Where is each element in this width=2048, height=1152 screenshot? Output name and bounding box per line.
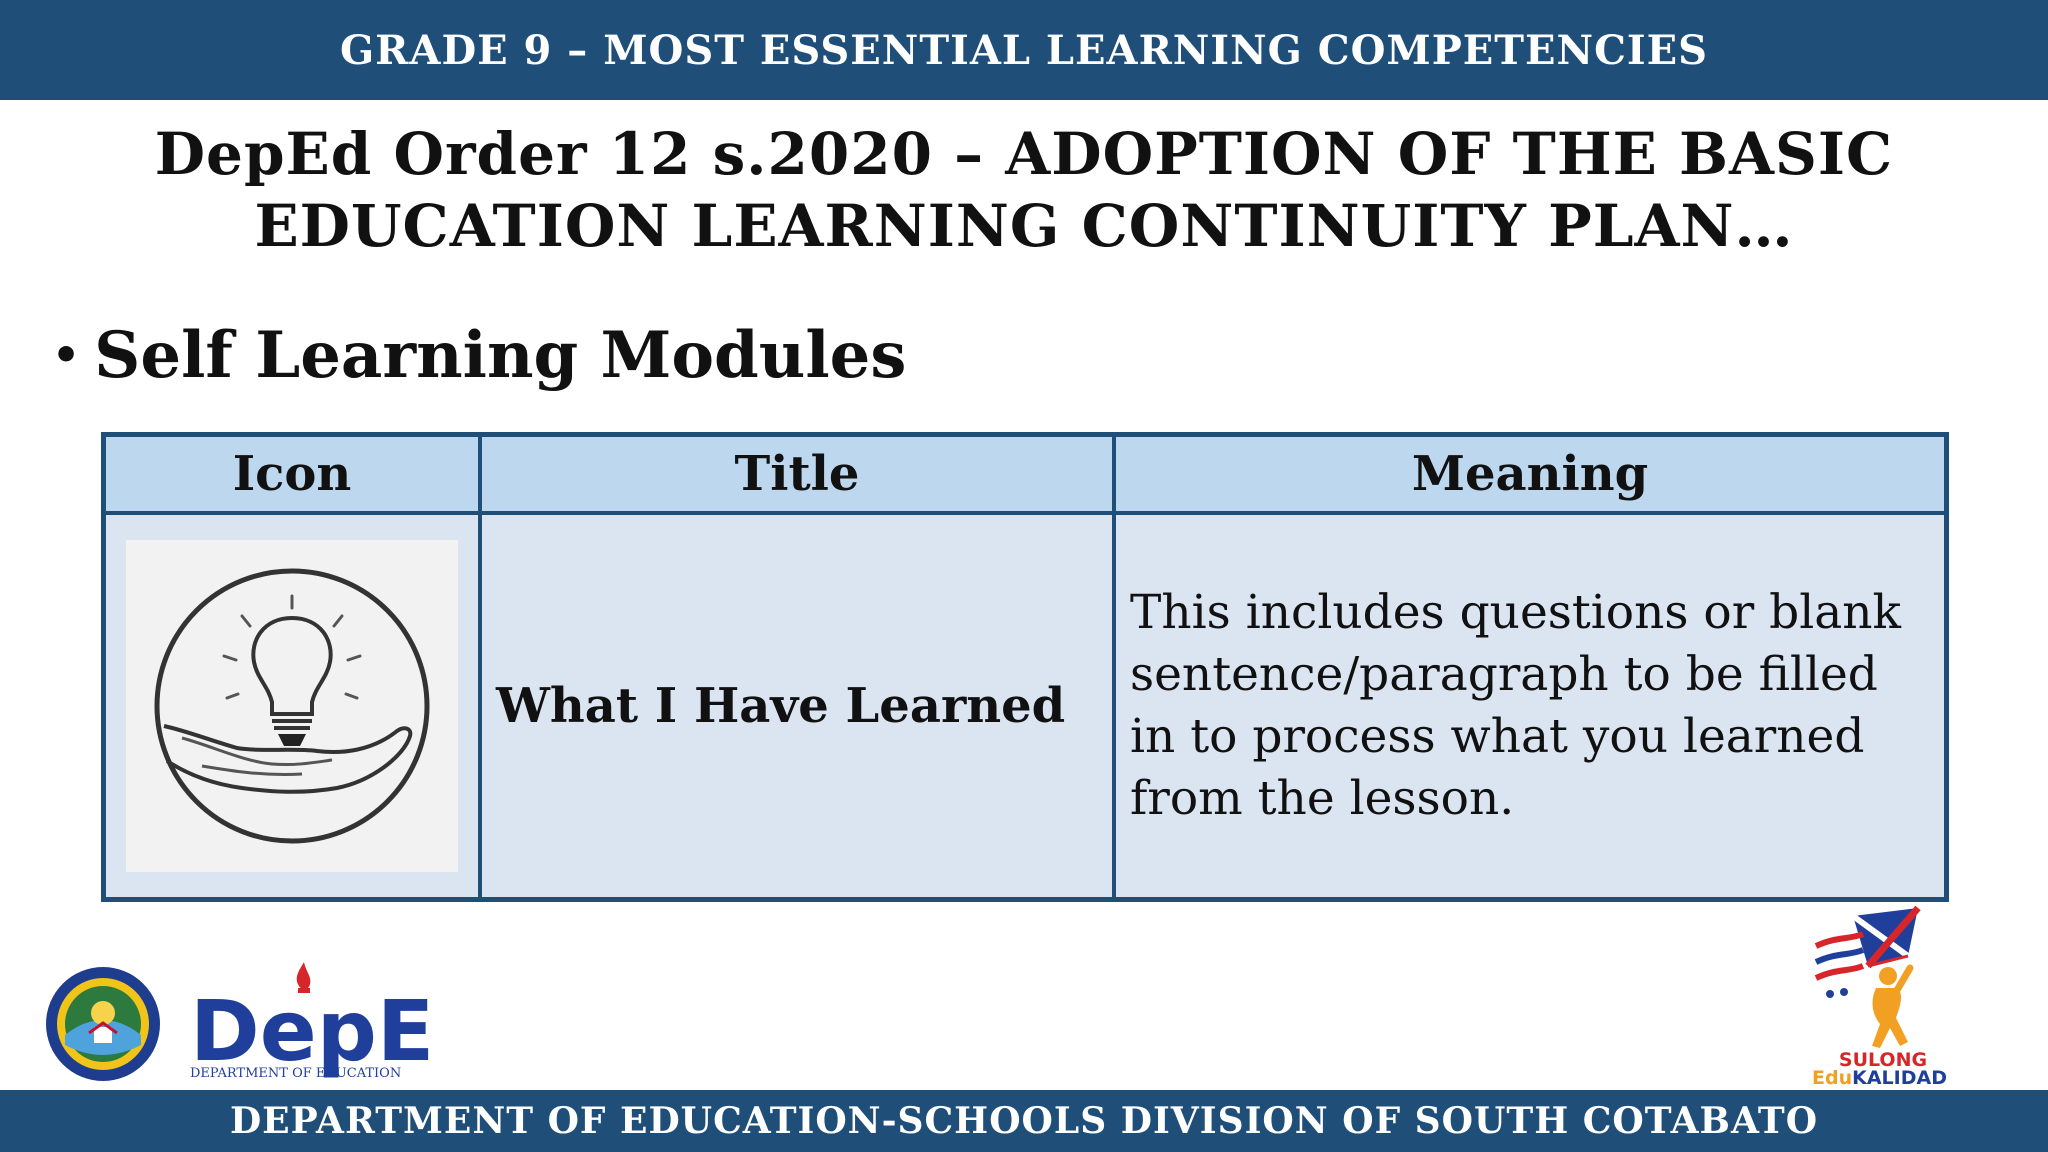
table-row: [104, 513, 1947, 900]
slide-title-line-1: DepEd Order 12 s.2020 – ADOPTION OF THE BASIC: [154, 120, 1894, 188]
hand-holding-lightbulb-icon: [126, 540, 458, 872]
slide-title-line-2: EDUCATION LEARNING CONTINUITY PLAN…: [254, 192, 1794, 260]
section-heading-text: Self Learning Modules: [94, 318, 907, 393]
section-heading: [52, 318, 906, 393]
top-banner: [0, 0, 2048, 100]
svg-text:EduKALIDAD: [1812, 1067, 1947, 1086]
deped-logo: [188, 960, 438, 1084]
deped-logo-subtext: DEPARTMENT OF EDUCATION: [190, 1066, 402, 1080]
column-header-meaning: Meaning: [1114, 435, 1947, 514]
sulong-logo-kalidad: KALIDAD: [1852, 1067, 1947, 1086]
column-header-title: Title: [480, 435, 1114, 514]
sulong-edukalidad-logo: [1808, 906, 1958, 1090]
deped-logo-text: DepE: [190, 982, 435, 1080]
slide-title: [0, 118, 2048, 262]
bottom-banner-text: DEPARTMENT OF EDUCATION-SCHOOLS DIVISION OF SOUTH COTABATO: [229, 1100, 1819, 1142]
sulong-logo-edu: Edu: [1812, 1067, 1853, 1086]
top-banner-text: GRADE 9 – MOST ESSENTIAL LEARNING COMPETENCIES: [340, 26, 1708, 74]
sulong-logo-text: SULONG: [1838, 1049, 1928, 1071]
bottom-banner: [0, 1090, 2048, 1152]
column-header-icon: Icon: [104, 435, 481, 514]
row-meaning: This includes questions or blank sentence/paragraph to be filled in to process what you learned from the lesson.: [1114, 513, 1947, 900]
module-table: [101, 432, 1949, 902]
icon-cell: [104, 513, 481, 900]
division-seal-logo: [44, 965, 162, 1087]
bullet-icon: •: [52, 330, 81, 381]
row-title: What I Have Learned: [480, 513, 1114, 900]
table-header-row: [104, 435, 1947, 514]
